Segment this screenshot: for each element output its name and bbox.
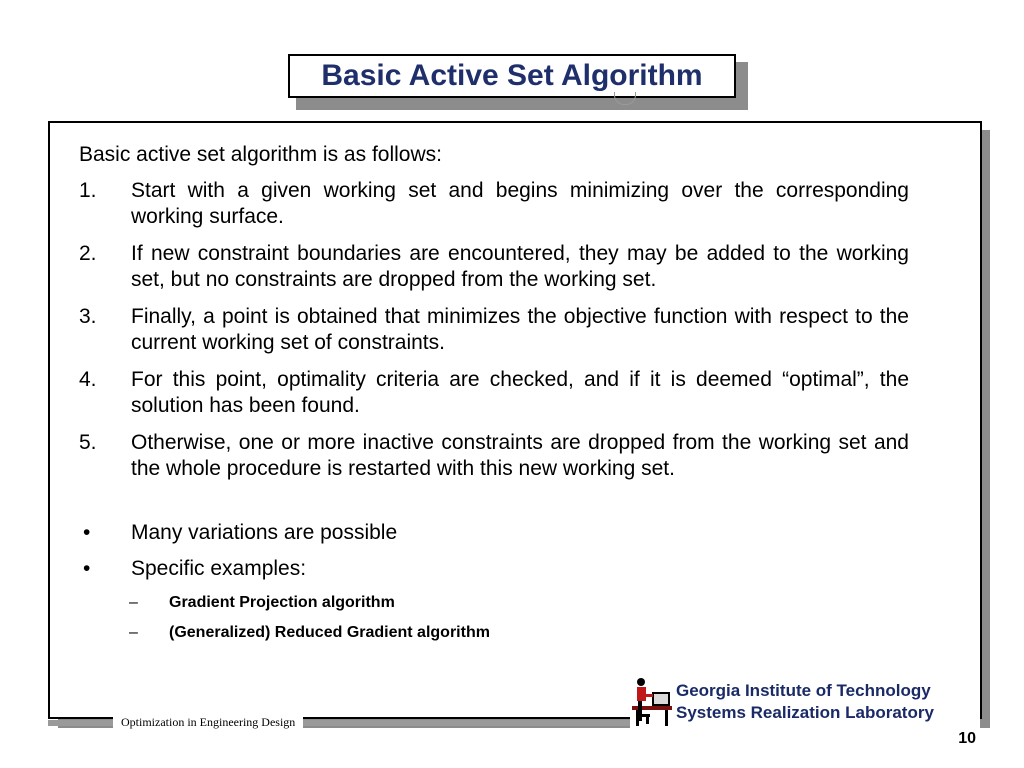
institution-line-1: Georgia Institute of Technology — [676, 681, 931, 700]
step-item — [79, 430, 909, 482]
page-number: 10 — [958, 730, 976, 747]
step-text: Finally, a point is obtained that minimizes the objective function with respect to the current working set of constraints. — [131, 305, 909, 354]
step-number: 3. — [79, 305, 97, 328]
bullet-mark: • — [83, 557, 91, 580]
step-item — [79, 241, 909, 293]
step-text: Otherwise, one or more inactive constraints are dropped from the working set and the whole procedure is restarted with this new working set. — [131, 431, 909, 480]
institution-name — [676, 680, 934, 724]
intro-text: Basic active set algorithm is as follows: — [79, 143, 442, 166]
step-number: 4. — [79, 368, 97, 391]
bullet-text: Many variations are possible — [131, 521, 398, 544]
bullet-text: Specific examples: — [131, 557, 307, 580]
sub-item-text: (Generalized) Reduced Gradient algorithm — [169, 624, 490, 641]
person-at-computer-icon — [632, 676, 672, 726]
institution-logo-block — [630, 676, 980, 730]
step-number: 2. — [79, 242, 97, 265]
institution-line-2: Systems Realization Laboratory — [676, 703, 934, 722]
title-box — [288, 54, 736, 98]
sub-item — [79, 622, 909, 644]
step-number: 1. — [79, 179, 97, 202]
slide-content — [79, 142, 909, 652]
step-item — [79, 304, 909, 356]
bullet-list — [79, 520, 909, 644]
step-number: 5. — [79, 431, 97, 454]
step-text: If new constraint boundaries are encountered, they may be added to the working set, but no constraints are dropped from the working set. — [131, 242, 909, 291]
step-item — [79, 178, 909, 230]
step-item — [79, 367, 909, 419]
slide-title: Basic Active Set Algorithm — [321, 59, 703, 92]
sub-item-text: Gradient Projection algorithm — [169, 594, 395, 611]
bullet-item — [79, 520, 909, 546]
step-text: Start with a given working set and begins minimizing over the corresponding working surface. — [131, 179, 909, 228]
sub-item-mark: – — [129, 594, 138, 611]
step-text: For this point, optimality criteria are checked, and if it is deemed “optimal”, the solution has been found. — [131, 368, 909, 417]
sub-item — [79, 592, 909, 614]
bullet-mark: • — [83, 521, 91, 544]
footer-course-label: Optimization in Engineering Design — [113, 714, 303, 730]
sub-item-mark: – — [129, 624, 138, 641]
bullet-item — [79, 556, 909, 582]
